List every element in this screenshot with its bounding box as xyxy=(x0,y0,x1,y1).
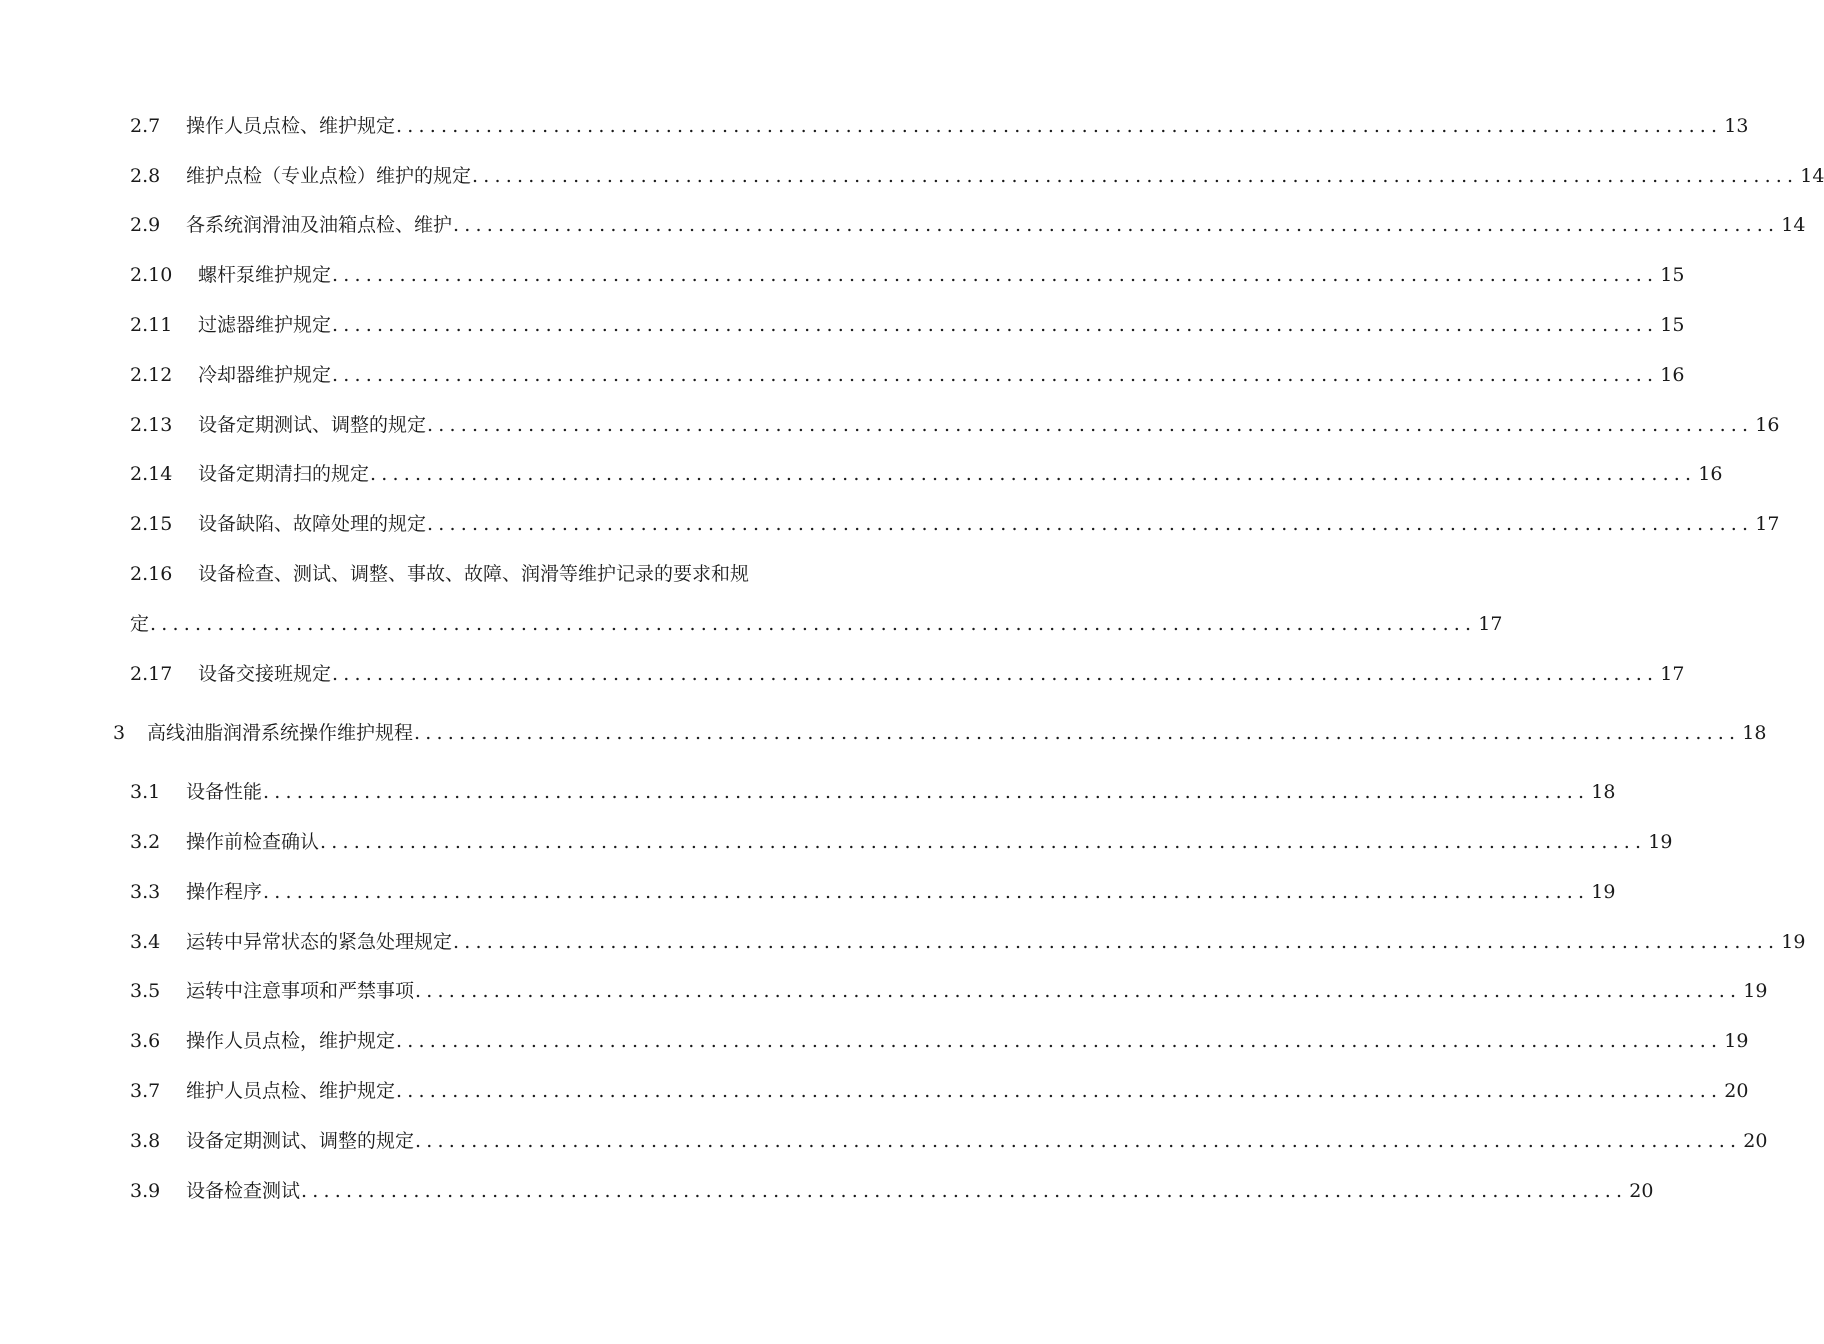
section-number: 2.10 xyxy=(130,264,173,286)
section-number: 2.17 xyxy=(130,663,173,685)
toc-entry-2-8[interactable] xyxy=(130,161,1824,191)
page-number: 17 xyxy=(1478,613,1503,635)
section-number: 3.8 xyxy=(130,1130,161,1152)
dot-leader: ...................................................................................................................... xyxy=(396,115,1723,137)
page-number: 20 xyxy=(1629,1180,1654,1202)
page-number: 14 xyxy=(1781,214,1806,236)
page-number: 14 xyxy=(1800,165,1824,187)
dot-leader: ...................................................................................................................... xyxy=(332,314,1659,336)
section-number: 3.4 xyxy=(130,931,161,953)
toc-entry-3-2[interactable] xyxy=(130,827,1673,857)
toc-entry-3-5[interactable] xyxy=(130,976,1768,1006)
dot-leader: ...................................................................................................................... xyxy=(396,1030,1723,1052)
section-number: 3.7 xyxy=(130,1080,161,1102)
dot-leader: ...................................................................................................................... xyxy=(150,613,1477,635)
dot-leader: ...................................................................................................................... xyxy=(332,364,1659,386)
dot-leader: ...................................................................................................................... xyxy=(320,831,1647,853)
page-number: 16 xyxy=(1755,414,1780,436)
page-number: 20 xyxy=(1743,1130,1768,1152)
toc-entry-3-6[interactable] xyxy=(130,1026,1749,1056)
dot-leader: ...................................................................................................................... xyxy=(332,264,1659,286)
section-title: 设备缺陷、故障处理的规定 xyxy=(198,513,427,535)
toc-entry-3[interactable] xyxy=(113,718,1767,748)
section-title-continuation: 定 xyxy=(130,613,150,635)
page-number: 17 xyxy=(1755,513,1780,535)
toc-entry-2-14[interactable] xyxy=(130,459,1723,489)
toc-entry-3-1[interactable] xyxy=(130,777,1616,807)
page-number: 20 xyxy=(1724,1080,1749,1102)
dot-leader: ...................................................................................................................... xyxy=(396,1080,1723,1102)
page-number: 19 xyxy=(1724,1030,1749,1052)
page-number: 15 xyxy=(1660,264,1685,286)
dot-leader: ...................................................................................................................... xyxy=(414,722,1741,744)
page-number: 18 xyxy=(1742,722,1767,744)
section-number: 2.9 xyxy=(130,214,161,236)
dot-leader: ...................................................................................................................... xyxy=(415,1130,1742,1152)
section-number: 2.7 xyxy=(130,115,161,137)
toc-entry-2-12[interactable] xyxy=(130,360,1685,390)
section-title: 设备检查、测试、调整、事故、故障、润滑等维护记录的要求和规 xyxy=(198,563,750,585)
dot-leader: ...................................................................................................................... xyxy=(301,1180,1628,1202)
toc-entry-2-11[interactable] xyxy=(130,310,1685,340)
toc-entry-2-16-continuation[interactable] xyxy=(130,609,1503,639)
page-number: 19 xyxy=(1648,831,1673,853)
dot-leader: ...................................................................................................................... xyxy=(370,463,1697,485)
section-title: 冷却器维护规定 xyxy=(198,364,332,386)
page-number: 19 xyxy=(1591,881,1616,903)
dot-leader: ...................................................................................................................... xyxy=(427,513,1754,535)
page-number: 19 xyxy=(1743,980,1768,1002)
section-title: 高线油脂润滑系统操作维护规程 xyxy=(147,722,414,744)
dot-leader: ...................................................................................................................... xyxy=(427,414,1754,436)
section-title: 过滤器维护规定 xyxy=(198,314,332,336)
section-title: 操作人员点检，维护规定 xyxy=(186,1030,396,1052)
dot-leader: ...................................................................................................................... xyxy=(263,781,1590,803)
section-title: 设备性能 xyxy=(186,781,263,803)
section-title: 设备定期测试、调整的规定 xyxy=(198,414,427,436)
toc-entry-2-10[interactable] xyxy=(130,260,1685,290)
toc-entry-3-3[interactable] xyxy=(130,877,1616,907)
section-title: 设备定期测试、调整的规定 xyxy=(186,1130,415,1152)
section-title: 维护人员点检、维护规定 xyxy=(186,1080,396,1102)
toc-entry-2-9[interactable] xyxy=(130,210,1806,240)
section-title: 操作前检查确认 xyxy=(186,831,320,853)
section-number: 3.2 xyxy=(130,831,161,853)
section-title: 运转中异常状态的紧急处理规定 xyxy=(186,931,453,953)
section-title: 设备检查测试 xyxy=(186,1180,301,1202)
section-title: 各系统润滑油及油箱点检、维护 xyxy=(186,214,453,236)
section-title: 操作程序 xyxy=(186,881,263,903)
toc-entry-2-16[interactable] xyxy=(130,559,859,589)
toc-entry-2-15[interactable] xyxy=(130,509,1780,539)
section-number: 3.5 xyxy=(130,980,161,1002)
dot-leader: ...................................................................................................................... xyxy=(415,980,1742,1002)
toc-entry-2-13[interactable] xyxy=(130,410,1780,440)
page-number: 16 xyxy=(1660,364,1685,386)
dot-leader: ...................................................................................................................... xyxy=(453,931,1780,953)
toc-entry-3-7[interactable] xyxy=(130,1076,1749,1106)
section-number: 2.16 xyxy=(130,563,173,585)
page-number: 17 xyxy=(1660,663,1685,685)
page-number: 16 xyxy=(1698,463,1723,485)
dot-leader: ...................................................................................................................... xyxy=(332,663,1659,685)
section-number: 2.12 xyxy=(130,364,173,386)
page-number: 19 xyxy=(1781,931,1806,953)
toc-entry-3-8[interactable] xyxy=(130,1126,1768,1156)
section-number: 3.9 xyxy=(130,1180,161,1202)
page-number: 13 xyxy=(1724,115,1749,137)
dot-leader: ...................................................................................................................... xyxy=(263,881,1590,903)
dot-leader: ...................................................................................................................... xyxy=(472,165,1799,187)
toc-entry-2-7[interactable] xyxy=(130,111,1749,141)
section-title: 维护点检（专业点检）维护的规定 xyxy=(186,165,472,187)
section-number: 2.8 xyxy=(130,165,161,187)
section-number: 2.11 xyxy=(130,314,173,336)
section-title: 螺杆泵维护规定 xyxy=(198,264,332,286)
section-title: 设备定期清扫的规定 xyxy=(198,463,370,485)
section-number: 2.14 xyxy=(130,463,173,485)
section-number: 3.1 xyxy=(130,781,161,803)
section-number: 3.6 xyxy=(130,1030,161,1052)
toc-entry-3-9[interactable] xyxy=(130,1176,1654,1206)
section-title: 运转中注意事项和严禁事项 xyxy=(186,980,415,1002)
section-number: 3.3 xyxy=(130,881,161,903)
dot-leader: ...................................................................................................................... xyxy=(453,214,1780,236)
section-title: 操作人员点检、维护规定 xyxy=(186,115,396,137)
section-title: 设备交接班规定 xyxy=(198,663,332,685)
section-number: 3 xyxy=(113,722,126,744)
toc-entry-3-4[interactable] xyxy=(130,927,1806,957)
page-number: 15 xyxy=(1660,314,1685,336)
section-number: 2.15 xyxy=(130,513,173,535)
page-number: 18 xyxy=(1591,781,1616,803)
toc-entry-2-17[interactable] xyxy=(130,659,1685,689)
section-number: 2.13 xyxy=(130,414,173,436)
